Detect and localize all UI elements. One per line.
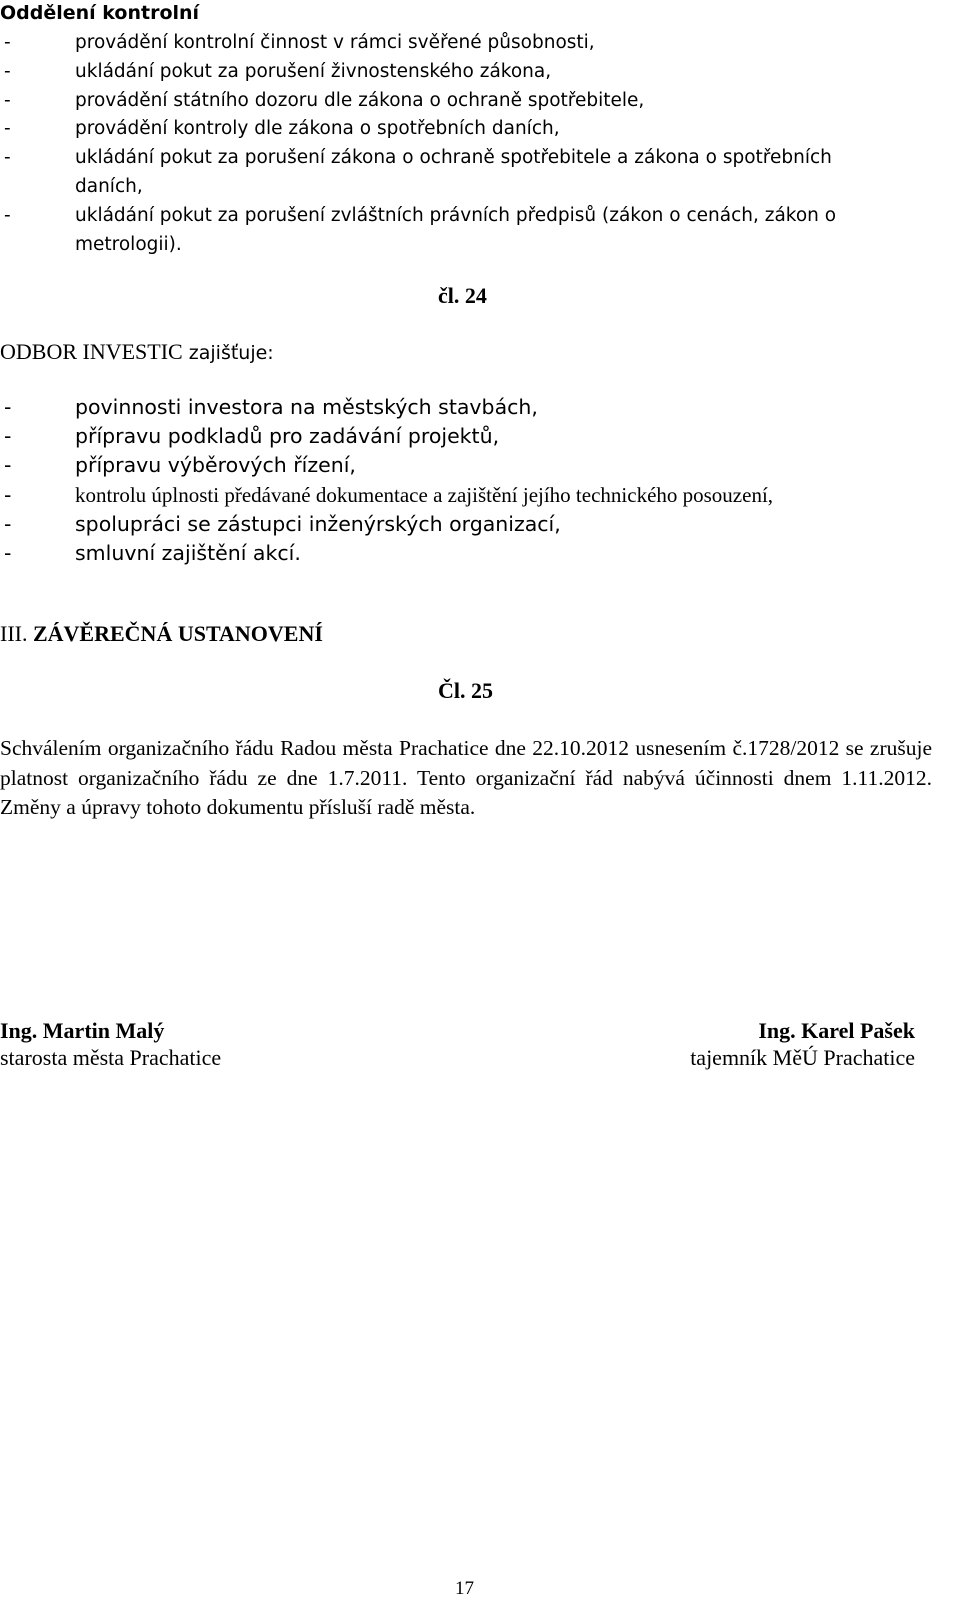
list-item-text: ukládání pokut za porušení zvláštních právních předpisů (zákon o cenách, zákon o metrologii). bbox=[75, 204, 837, 255]
list-item-text: spolupráci se zástupci inženýrských organizací, bbox=[75, 511, 561, 536]
list-dash: - bbox=[4, 118, 11, 140]
article-24-label: čl. 24 bbox=[438, 283, 487, 308]
list-dash: - bbox=[4, 147, 11, 169]
list-dash: - bbox=[4, 395, 12, 419]
list-item-text: provádění státního dozoru dle zákona o ochraně spotřebitele, bbox=[75, 89, 645, 111]
list-item-text: provádění kontroly dle zákona o spotřebních daních, bbox=[75, 118, 560, 140]
signature-right-role: tajemník MěÚ Prachatice bbox=[690, 1045, 915, 1070]
list-item-text: povinnosti investora na městských stavbách, bbox=[75, 395, 538, 419]
roman-numeral: III. bbox=[0, 621, 33, 646]
list-dash: - bbox=[4, 541, 12, 566]
list-dash: - bbox=[4, 511, 12, 536]
list-item-text: kontrolu úplnosti předávané dokumentace a zajištění jejího technického posouzení, bbox=[75, 482, 774, 507]
signature-right-name: Ing. Karel Pašek bbox=[758, 1018, 915, 1043]
final-provisions-title: ZÁVĚREČNÁ USTANOVENÍ bbox=[32, 621, 323, 646]
section-heading-kontrolni: Oddělení kontrolní bbox=[0, 2, 200, 24]
section-heading-investic bbox=[0, 339, 274, 365]
list-item bbox=[0, 451, 940, 480]
list-item bbox=[0, 29, 900, 58]
signature-left-role: starosta města Prachatice bbox=[0, 1045, 222, 1070]
final-provisions-paragraph: Schválením organizačního řádu Radou města Prachatice dne 22.10.2012 usnesením č.1728/2012 se zrušuje platnost organizačního řádu ze dne 1.7.2011. Tento organizační řád nabývá účinnosti dnem 1.11.2012. Změny a úpravy tohoto dokumentu přísluší radě města. bbox=[0, 736, 932, 820]
list-dash: - bbox=[4, 424, 12, 449]
list-item-text: přípravu podkladů pro zadávání projektů, bbox=[75, 424, 500, 449]
list-dash: - bbox=[4, 89, 11, 111]
list-dash: - bbox=[4, 482, 12, 507]
list-item bbox=[0, 202, 900, 260]
final-provisions-heading bbox=[0, 621, 323, 647]
list-item bbox=[0, 144, 900, 202]
signature-left-name: Ing. Martin Malý bbox=[0, 1018, 165, 1043]
list-item-text: přípravu výběrových řízení, bbox=[75, 453, 356, 478]
list-item-text: ukládání pokut za porušení zákona o ochraně spotřebitele a zákona o spotřebních daních, bbox=[75, 147, 832, 197]
list-dash: - bbox=[4, 453, 12, 478]
page-number: 17 bbox=[455, 1578, 474, 1599]
heading-suffix: zajišťuje: bbox=[182, 342, 274, 364]
department-name: ODBOR INVESTIC bbox=[0, 339, 183, 364]
list-dash: - bbox=[4, 204, 11, 226]
list-dash: - bbox=[4, 60, 11, 82]
kontrolni-list bbox=[0, 29, 900, 259]
list-item bbox=[0, 510, 940, 539]
list-item bbox=[0, 87, 900, 116]
list-item bbox=[0, 58, 900, 87]
list-item-text: ukládání pokut za porušení živnostenského zákona, bbox=[75, 60, 552, 82]
list-item bbox=[0, 115, 900, 144]
article-25-label: Čl. 25 bbox=[438, 678, 493, 703]
list-item-text: smluvní zajištění akcí. bbox=[75, 541, 301, 566]
list-item bbox=[0, 539, 940, 568]
list-item bbox=[0, 481, 940, 510]
list-item bbox=[0, 422, 940, 451]
list-dash: - bbox=[4, 32, 11, 53]
investic-list bbox=[0, 393, 940, 568]
list-item bbox=[0, 393, 940, 422]
list-item-text: provádění kontrolní činnost v rámci svěřené působnosti, bbox=[75, 32, 595, 53]
